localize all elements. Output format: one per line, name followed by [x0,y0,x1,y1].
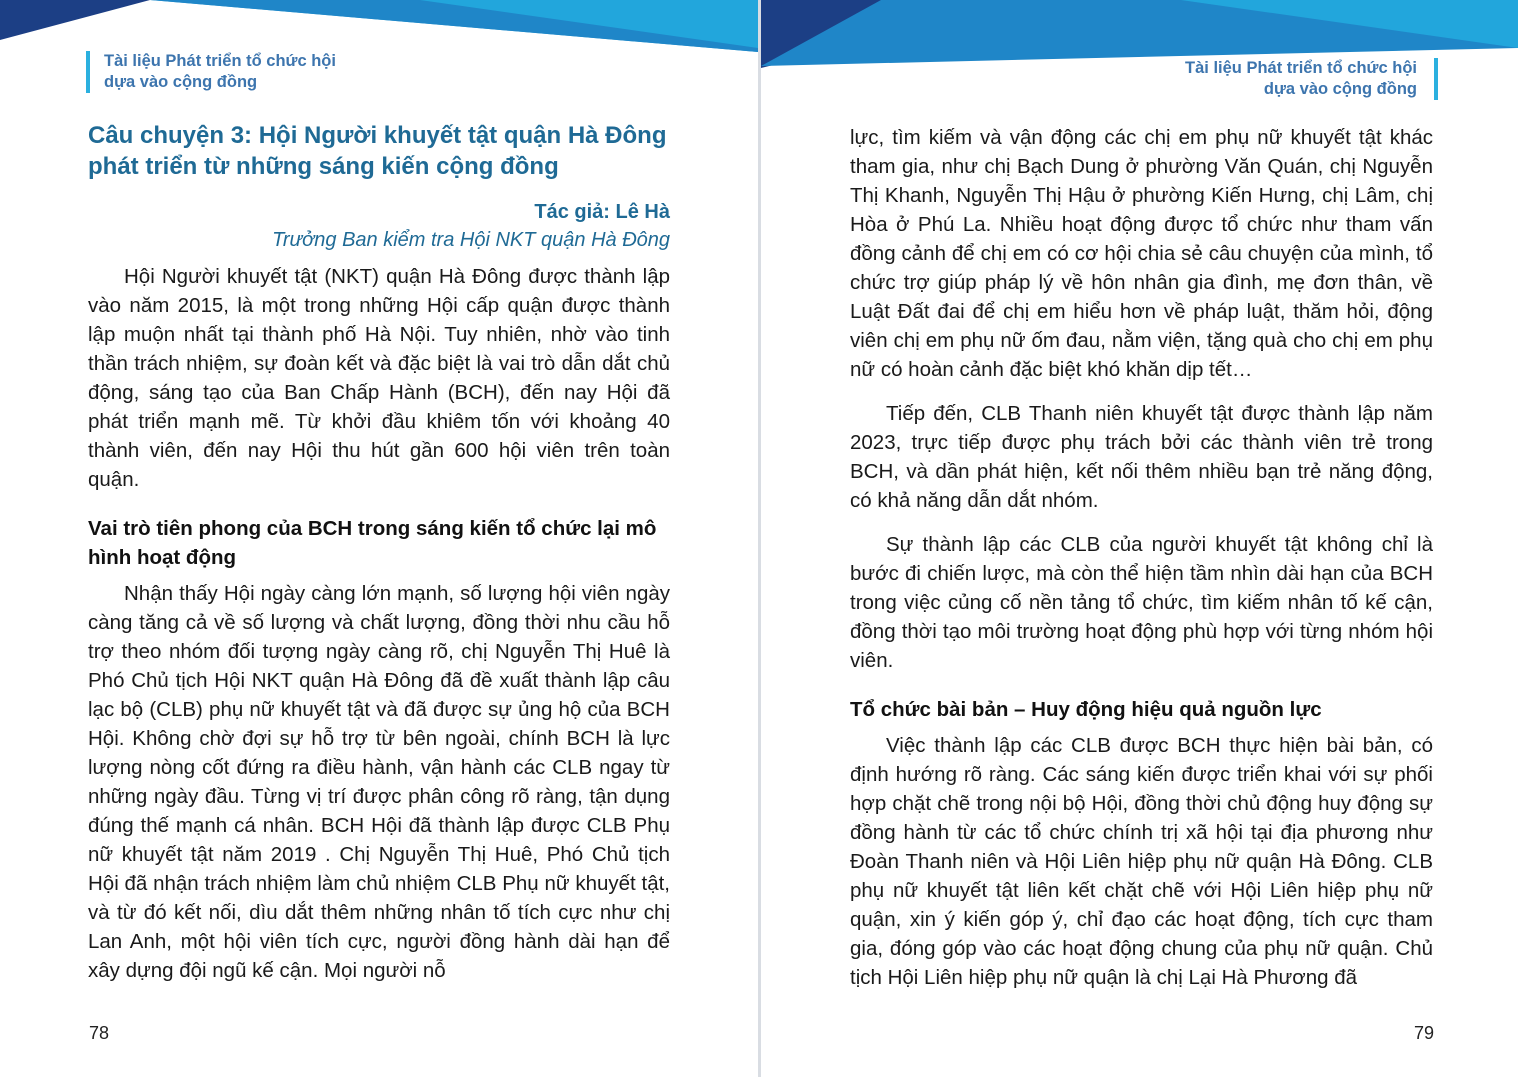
header-line-2: dựa vào cộng đồng [1263,80,1417,98]
author-role: Trưởng Ban kiểm tra Hội NKT quận Hà Đông [272,229,670,251]
body-paragraph: Sự thành lập các CLB của người khuyết tật không chỉ là bước đi chiến lược, mà còn thể hiện tầm nhìn dài hạn của BCH trong việc củng cố nền tảng tổ chức, tìm kiếm nhân tố kế cận, đồng thời tạo môi trường hoạt động phù hợp với từng nhóm hội viên. [850,533,1433,672]
banner-dark-stripe [0,0,150,40]
left-page [0,0,758,1077]
body-paragraph: lực, tìm kiếm và vận động các chị em phụ nữ khuyết tật khác tham gia, như chị Bạch Dung ở phường Văn Quán, chị Nguyễn Thị Khanh, Nguyễn Thị Hậu ở phường Kiến Hưng, chị Lâm, chị Hòa ở Phú La. Nhiều hoạt động được tổ chức như tham vấn đồng cảnh để chị em có cơ hội chia sẻ câu chuyện của mình, tổ chức trợ giúp pháp lý về hôn nhân gia đình, mẹ đơn thân, về Luật Đất đai để chị em hiểu hơn về pháp luật, thăm hỏi, động viên chị em phụ nữ ốm đau, nằm viện, tặng quà cho chị em phụ nữ có hoàn cảnh đặc biệt khó khăn dịp tết… [850,126,1433,381]
page-number: 78 [89,1023,110,1043]
author-block [88,198,670,254]
header-line-1: Tài liệu Phát triển tổ chức hội [104,52,336,70]
section-heading: Vai trò tiên phong của BCH trong sáng kiến tổ chức lại mô hình hoạt động [88,517,657,569]
story-title: Câu chuyện 3: Hội Người khuyết tật quận Hà Đông phát triển từ những sáng kiến cộng đồng [88,122,667,180]
body-paragraph: Tiếp đến, CLB Thanh niên khuyết tật được thành lập năm 2023, trực tiếp được phụ trách bởi các thành viên trẻ trong BCH, và dần phát hiện, kết nối thêm nhiều bạn trẻ năng động, có khả năng dẫn dắt nhóm. [850,402,1433,512]
header-line-2: dựa vào cộng đồng [104,73,258,91]
body-paragraph: Nhận thấy Hội ngày càng lớn mạnh, số lượng hội viên ngày càng tăng cả về số lượng và chất lượng, đồng thời nhu cầu hỗ trợ theo nhóm đối tượng ngày càng rõ, chị Nguyễn Thị Huê là Phó Chủ tịch Hội NKT quận Hà Đông đã đề xuất thành lập câu lạc bộ (CLB) phụ nữ khuyết tật và đã được sự ủng hộ của BCH Hội. Không chờ đợi sự hỗ trợ từ bên ngoài, chính BCH là lực lượng nòng cốt đứng ra điều hành, vận hành các CLB ngay từ những ngày đầu. Từng vị trí được phân công rõ ràng, tận dụng đúng thế mạnh cá nhân. BCH Hội đã thành lập được CLB Phụ nữ khuyết tật năm 2019 . Chị Nguyễn Thị Huê, Phó Chủ tịch Hội đã nhận trách nhiệm làm chủ nhiệm CLB Phụ nữ khuyết tật, và từ đó kết nối, dìu dắt thêm những nhân tố tích cực như chị Lan Anh, một hội viên tích cực, người đồng hành dài hạn để xây dựng đội ngũ kế cận. Mọi người nỗ [88,582,670,982]
body-paragraph: Việc thành lập các CLB được BCH thực hiện bài bản, có định hướng rõ ràng. Các sáng kiến được triển khai với sự phối hợp chặt chẽ trong nội bộ Hội, đồng thời chủ động huy động sự đồng hành từ các tổ chức chính trị xã hội tại địa phương như Đoàn Thanh niên và Hội Liên hiệp phụ nữ quận Hà Đông. CLB phụ nữ khuyết tật liên kết chặt chẽ với Hội Liên hiệp phụ nữ quận, xin ý kiến góp ý, chỉ đạo các hoạt động, tích cực tham gia, đóng góp vào các hoạt động chung của phụ nữ quận. Chủ tịch Hội Liên hiệp phụ nữ quận là chị Lại Hà Phương đã [850,734,1433,989]
section-heading: Tổ chức bài bản – Huy động hiệu quả nguồn lực [850,698,1322,721]
right-page [761,0,1518,1077]
page-number: 79 [1413,1023,1434,1043]
left-page-content [88,120,670,1000]
author-name: Tác giả: Lê Hà [534,201,670,223]
body-paragraph: Hội Người khuyết tật (NKT) quận Hà Đông được thành lập vào năm 2015, là một trong những Hội cấp quận được thành lập muộn nhất tại thành phố Hà Nội. Tuy nhiên, nhờ vào tinh thần trách nhiệm, sự đoàn kết và đặc biệt là vai trò dẫn dắt chủ động, sáng tạo của Ban Chấp Hành (BCH), đến nay Hội đã phát triển mạnh mẽ. Từ khởi đầu khiêm tốn với khoảng 40 thành viên, đến nay Hội thu hút gần 600 hội viên trên toàn quận. [88,265,670,491]
running-header [86,51,336,93]
right-page-content [850,123,1433,1007]
header-line-1: Tài liệu Phát triển tổ chức hội [1185,59,1417,77]
running-header [1185,58,1438,100]
